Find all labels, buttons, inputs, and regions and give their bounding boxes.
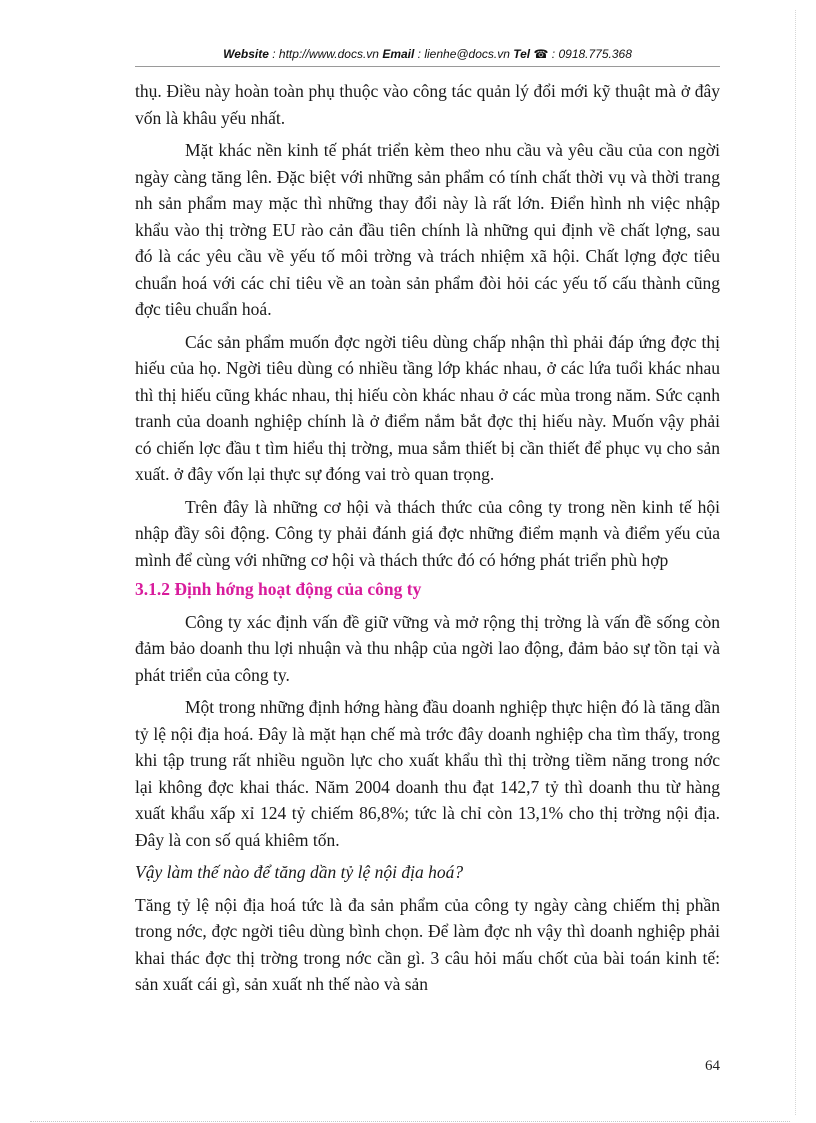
tel-value: : 0918.775.368 [551, 47, 632, 61]
website-label: Website [223, 47, 269, 61]
email-value[interactable]: : lienhe@docs.vn [417, 47, 510, 61]
page-edge-bottom [30, 1121, 790, 1122]
phone-icon: ☎ [533, 47, 549, 61]
paragraph-6: Một trong những định hớng hàng đầu doanh nghiệp thực hiện đó là tăng dần tỷ lệ nội địa hoá. Đây là mặt hạn chế mà trớc đây doanh nghiệp cha tìm thấy, trong khi tập trung rất nhiều nguồn lực cho xuất khẩu thì thị trờng tiềm năng trong nớc lại không đợc khai thác. Năm 2004 doanh thu đạt 142,7 tỷ thì doanh thu từ hàng xuất khẩu xấp xỉ 124 tỷ chiếm 86,8%; tức là chỉ còn 13,1% cho thị trờng nội địa. Đây là con số quá khiêm tốn. [135, 697, 720, 850]
paragraph-3: Các sản phẩm muốn đợc ngời tiêu dùng chấp nhận thì phải đáp ứng đợc thị hiếu của họ. Ngời tiêu dùng có nhiều tầng lớp khác nhau, ở các lứa tuổi khác nhau thì thị hiếu cũng khác nhau, thị hiếu còn khác nhau ở các mùa trong năm. Sức cạnh tranh của doanh nghiệp chính là ở điểm nắm bắt đợc thị hiếu này. Muốn vậy phải có chiến lợc đầu t tìm hiểu thị trờng, mua sắm thiết bị cần thiết để phục vụ cho sản xuất. ở đây vốn lại thực sự đóng vai trò quan trọng. [135, 331, 720, 484]
page-header [135, 47, 720, 61]
paragraph-2: Mặt khác nền kinh tế phát triển kèm theo nhu cầu và yêu cầu của con ngời ngày càng tăng lên. Đặc biệt với những sản phẩm có tính chất thời vụ và thời trang nh sản phẩm may mặc thì những thay đổi này là rất lớn. Điển hình nh việc nhập khẩu vào thị trờng EU rào cản đầu tiên chính là những qui định về chất lợng, sau đó là các yêu cầu về yếu tố môi trờng và trách nhiệm xã hội. Chất lợng đợc tiêu chuẩn hoá với các chỉ tiêu về an toàn sản phẩm đòi hỏi các yếu tố cấu thành cũng đợc tiêu chuẩn hoá. [135, 140, 720, 319]
header-divider [135, 66, 720, 67]
tel-label: Tel [513, 47, 531, 61]
paragraph-7: Tăng tỷ lệ nội địa hoá tức là đa sản phẩm của công ty ngày càng chiếm thị phần trong nớc, đợc ngời tiêu dùng bình chọn. Để làm đợc nh vậy thì doanh nghiệp phải khai thác đợc thị trờng trong nớc cần gì. 3 câu hỏi mấu chốt của bài toán kinh tế: sản xuất cái gì, sản xuất nh thế nào và sản [135, 894, 720, 994]
question-line: Vậy làm thế nào để tăng dần tỷ lệ nội địa hoá? [135, 862, 464, 882]
website-value[interactable]: : http://www.docs.vn [272, 47, 379, 61]
email-label: Email [382, 47, 415, 61]
document-body [135, 78, 720, 1004]
paragraph-5: Công ty xác định vấn đề giữ vững và mở rộng thị trờng là vấn đề sống còn đảm bảo doanh thu lợi nhuận và thu nhập của ngời lao động, đảm bảo sự tồn tại và phát triển của công ty. [135, 611, 720, 685]
page-edge-right [795, 10, 796, 1115]
page-number: 64 [705, 1058, 720, 1074]
paragraph-1: thụ. Điều này hoàn toàn phụ thuộc vào công tác quản lý đổi mới kỹ thuật mà ở đây vốn là khâu yếu nhất. [135, 81, 720, 128]
paragraph-4: Trên đây là những cơ hội và thách thức của công ty trong nền kinh tế hội nhập đầy sôi động. Công ty phải đánh giá đợc những điểm mạnh và điểm yếu của mình để cùng với những cơ hội và thách thức đó có hớng phát triển phù hợp [135, 496, 720, 570]
section-heading: 3.1.2 Định hớng hoạt động của công ty [135, 579, 422, 599]
